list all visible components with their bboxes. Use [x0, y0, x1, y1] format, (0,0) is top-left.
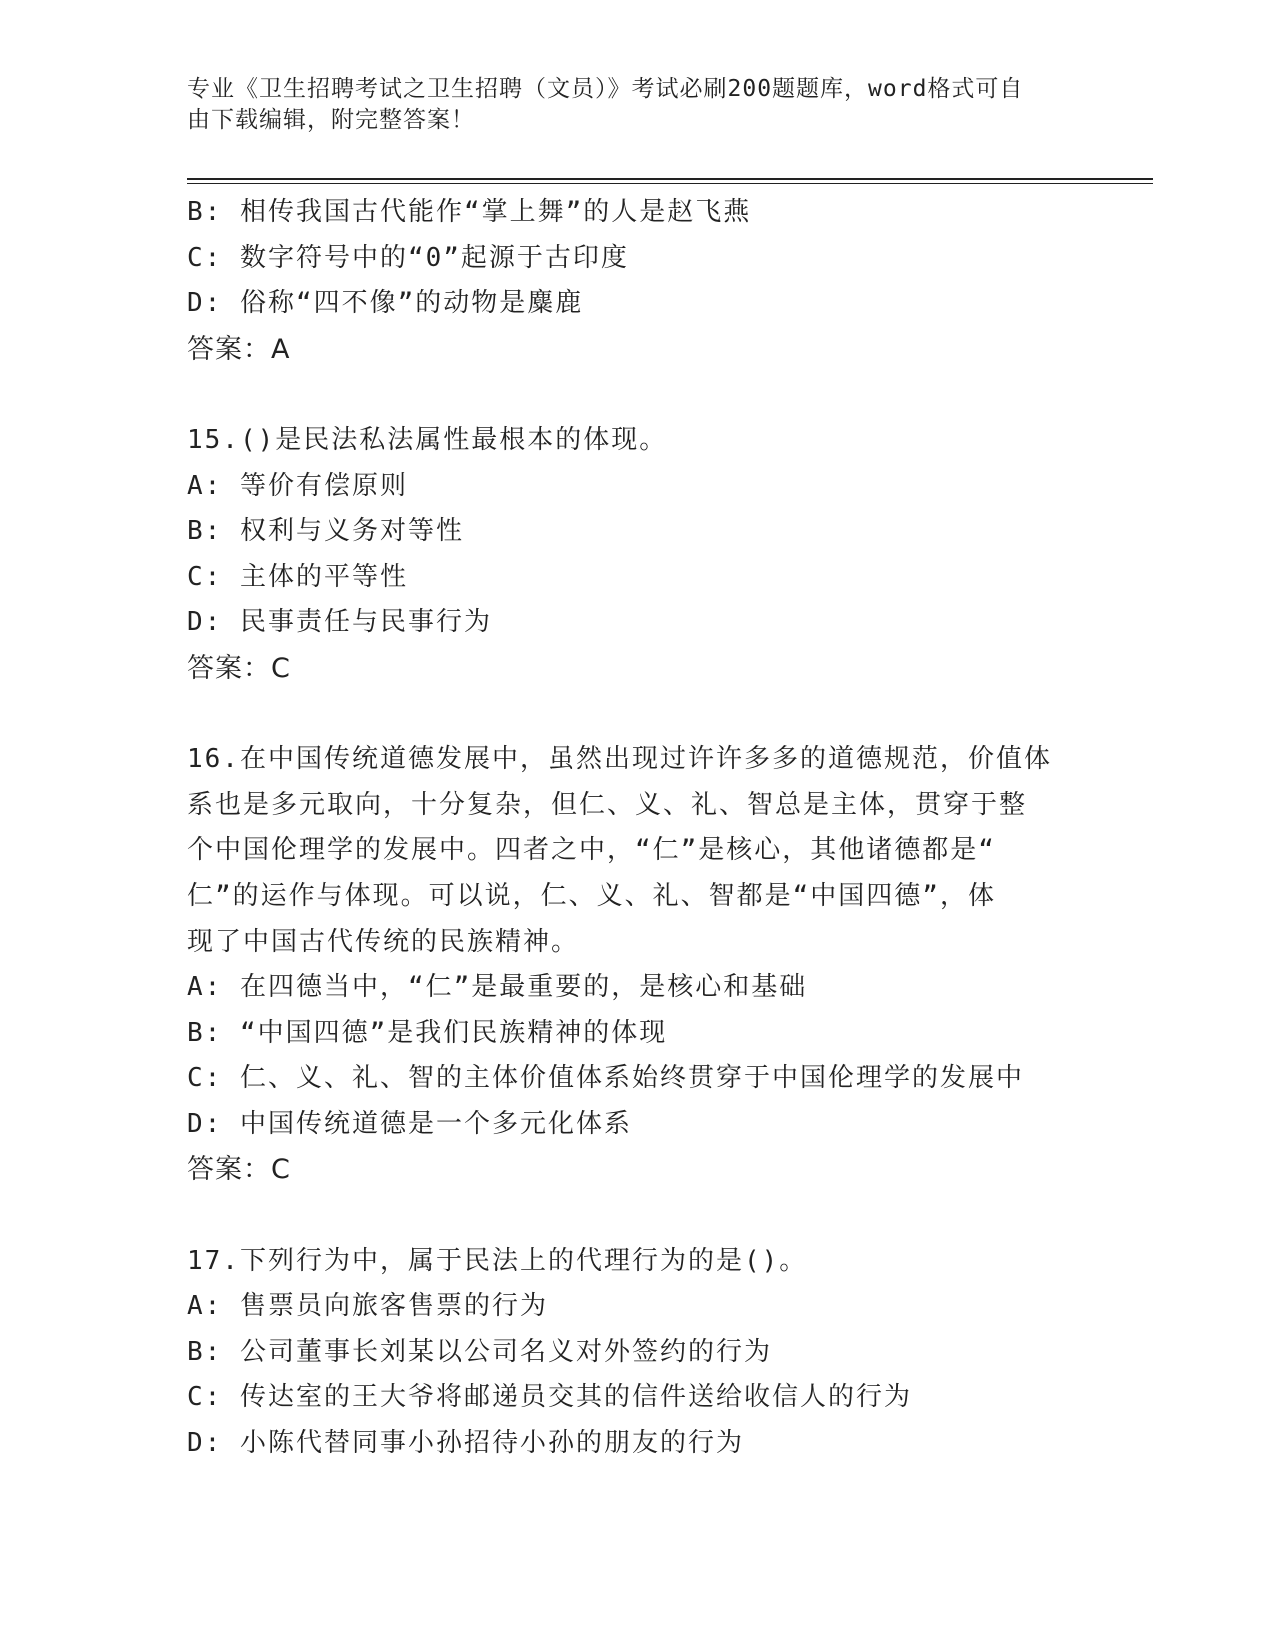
q16-answer: 答案：C: [187, 1154, 291, 1186]
q17-question: 17.下列行为中，属于民法上的代理行为的是()。: [187, 1245, 808, 1276]
q14-option-c: C: 数字符号中的“0”起源于古印度: [187, 242, 629, 273]
header-line-2: 由下载编辑，附完整答案！: [187, 107, 475, 133]
q14-option-d: D: 俗称“四不像”的动物是麋鹿: [187, 288, 584, 319]
q15-answer: 答案：C: [187, 652, 291, 684]
header-line-1: 专业《卫生招聘考试之卫生招聘（文员）》考试必刷200题题库，word格式可自: [187, 76, 1024, 102]
q16-option-b: B: “中国四德”是我们民族精神的体现: [187, 1017, 668, 1048]
q14-answer: 答案：A: [187, 333, 291, 365]
q16-option-c: C: 仁、义、礼、智的主体价值体系始终贯穿于中国伦理学的发展中: [187, 1063, 1024, 1094]
q15-option-d: D: 民事责任与民事行为: [187, 607, 492, 638]
header-divider-thick: [187, 178, 1153, 180]
q16-question-line-1: 16.在中国传统道德发展中，虽然出现过许许多多的道德规范，价值体: [187, 744, 1052, 775]
q17-option-a: A: 售票员向旅客售票的行为: [187, 1291, 548, 1322]
q15-option-a: A: 等价有偿原则: [187, 470, 408, 501]
spacer: [187, 692, 1087, 738]
question-17-block: [187, 1239, 1087, 1467]
q16-question-line-2: 系也是多元取向，十分复杂，但仁、义、礼、智总是主体，贯穿于整: [187, 789, 1028, 820]
q17-option-b: B: 公司董事长刘某以公司名义对外签约的行为: [187, 1336, 772, 1367]
header-divider-thin: [187, 183, 1153, 184]
q15-option-b: B: 权利与义务对等性: [187, 516, 464, 547]
spacer: [187, 1193, 1087, 1239]
q17-option-d: D: 小陈代替同事小孙招待小孙的朋友的行为: [187, 1428, 744, 1459]
q16-question-line-4: 仁”的运作与体现。可以说，仁、义、礼、智都是“中国四德”，体: [187, 880, 996, 911]
spacer: [187, 372, 1087, 418]
q15-question: 15.()是民法私法属性最根本的体现。: [187, 424, 668, 455]
question-list: [187, 190, 1087, 1467]
document-header: [187, 74, 1087, 136]
q16-option-a: A: 在四德当中，“仁”是最重要的，是核心和基础: [187, 972, 808, 1003]
question-16-block: [187, 737, 1087, 1193]
q16-question-line-3: 个中国伦理学的发展中。四者之中，“仁”是核心，其他诸德都是“: [187, 835, 996, 866]
q16-option-d: D: 中国传统道德是一个多元化体系: [187, 1108, 632, 1139]
q14-option-b: B: 相传我国古代能作“掌上舞”的人是赵飞燕: [187, 197, 752, 227]
q15-option-c: C: 主体的平等性: [187, 561, 408, 592]
q16-question-line-5: 现了中国古代传统的民族精神。: [187, 926, 580, 957]
question-15-block: [187, 418, 1087, 692]
question-14-block: [187, 190, 1087, 372]
q17-option-c: C: 传达室的王大爷将邮递员交其的信件送给收信人的行为: [187, 1382, 912, 1413]
